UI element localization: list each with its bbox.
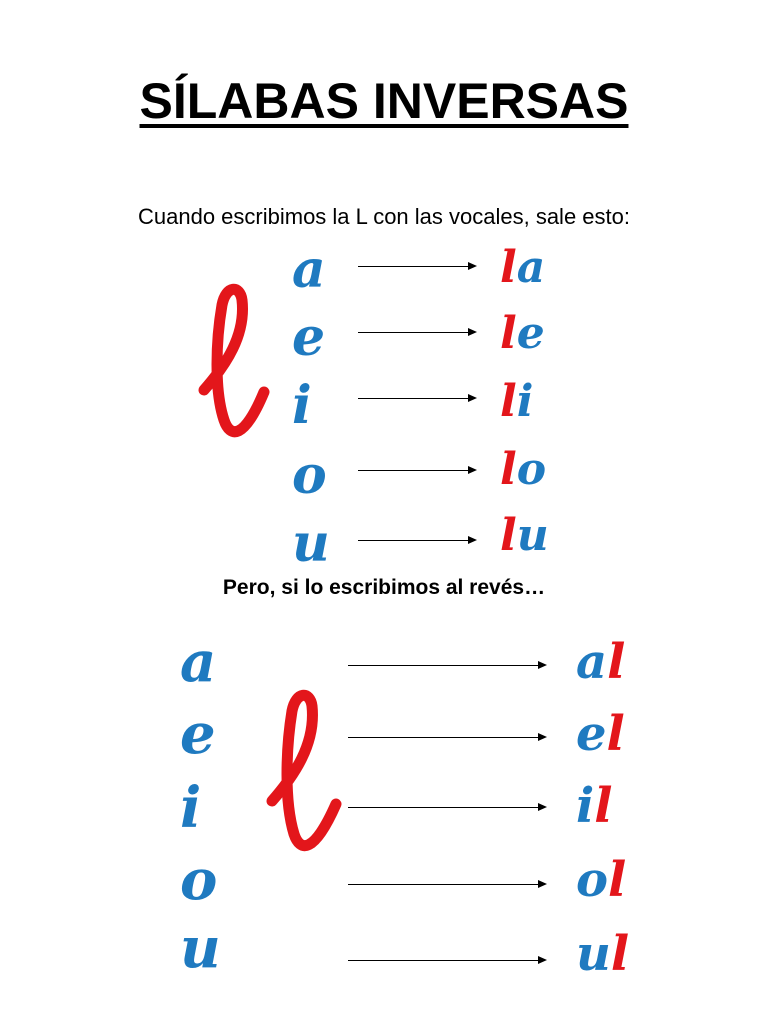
syllable-la: la	[500, 242, 546, 293]
syllable-le: le	[500, 308, 545, 359]
vowel-u-top: u	[292, 513, 330, 574]
vowel-a-bottom: a	[180, 629, 217, 695]
syllable-lo: lo	[500, 444, 547, 495]
syllable-ol: ol	[576, 852, 627, 908]
page-title-text: SÍLABAS INVERSAS	[139, 73, 629, 129]
vowel-o-top: o	[292, 445, 327, 506]
intro-text: Cuando escribimos la L con las vocales, sale esto:	[138, 204, 630, 229]
syllable-lu: lu	[500, 510, 549, 561]
big-l-letter-bottom	[264, 686, 344, 861]
reverse-text: Pero, si lo escribimos al revés…	[222, 576, 546, 599]
vowel-o-bottom: o	[180, 847, 218, 913]
page-title	[0, 72, 768, 130]
big-l-letter-top	[196, 280, 271, 445]
syllable-il: il	[576, 778, 613, 834]
syllable-li: li	[500, 376, 534, 427]
vowel-u-bottom: u	[180, 915, 221, 981]
vowel-e-bottom: e	[180, 701, 216, 767]
vowel-i-top: i	[292, 375, 312, 436]
vowel-a-top: a	[292, 239, 326, 300]
syllable-el: el	[576, 706, 625, 762]
syllable-al: al	[576, 634, 626, 690]
vowel-e-top: e	[292, 307, 326, 368]
syllable-ul: ul	[576, 926, 630, 982]
vowel-i-bottom: i	[180, 775, 202, 841]
